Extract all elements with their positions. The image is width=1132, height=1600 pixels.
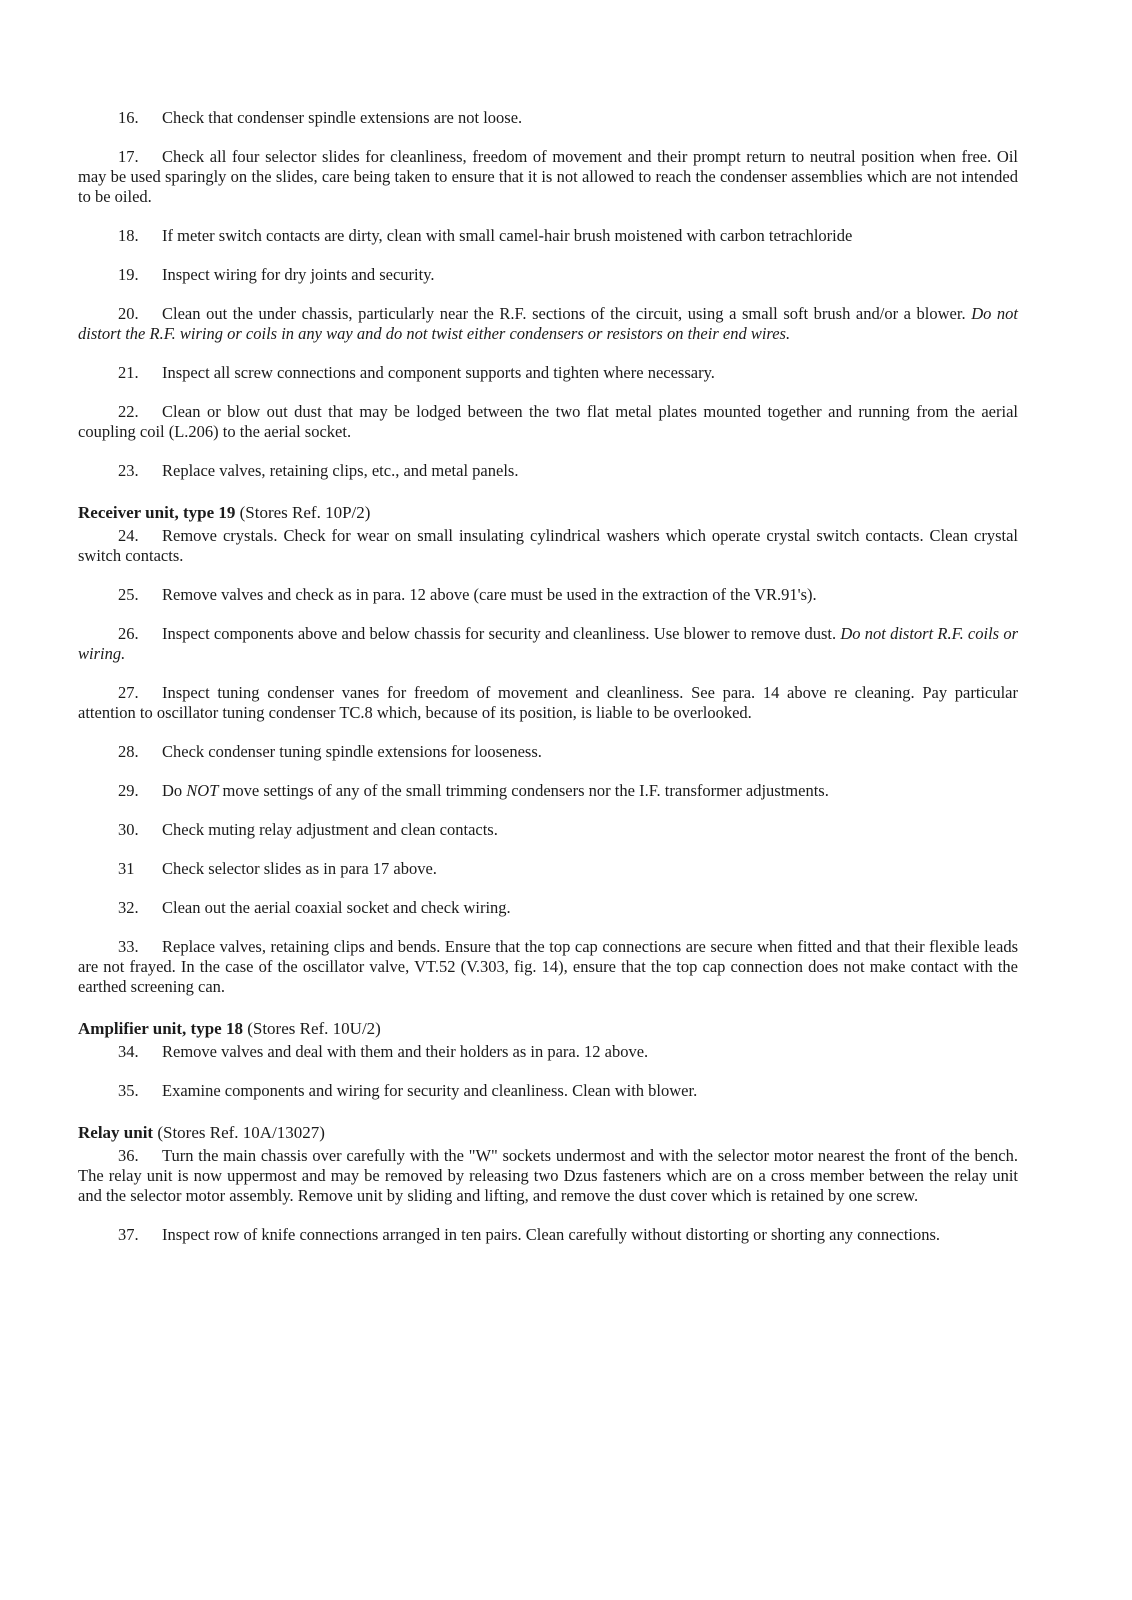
paragraph-16: 16. Check that condenser spindle extensions are not loose. <box>118 108 523 127</box>
paragraph-29: 29. Do NOT move settings of any of the small trimming condensers nor the I.F. transformer adjustments. <box>118 781 829 800</box>
paragraph-23: 23. Replace valves, retaining clips, etc., and metal panels. <box>118 461 519 480</box>
paragraph-33: 33. Replace valves, retaining clips and bends. Ensure that the top cap connections are secure when fitted and that their flexible leads are not frayed. In the case of the oscillator valve, VT.52 (V.303, fig. 14), ensure that the top cap connection does not make contact with the earthed screening can. <box>78 937 1018 996</box>
paragraph-28: 28. Check condenser tuning spindle extensions for looseness. <box>118 742 542 761</box>
paragraph-26: 26. Inspect components above and below chassis for security and cleanliness. Use blower to remove dust. Do not distort R.F. coils or wiring. <box>78 624 1018 663</box>
paragraph-31: 31 Check selector slides as in para 17 above. <box>118 859 437 878</box>
paragraph-36: 36. Turn the main chassis over carefully with the "W" sockets undermost and with the selector motor nearest the front of the bench. The relay unit is now uppermost and may be removed by releasing two Dzus fasteners which are on a cross member between the relay unit and the selector motor assembly. Remove unit by sliding and lifting, and remove the dust cover which is retained by one screw. <box>78 1146 1018 1205</box>
paragraph-19: 19. Inspect wiring for dry joints and security. <box>118 265 435 284</box>
paragraph-30: 30. Check muting relay adjustment and clean contacts. <box>118 820 498 839</box>
paragraph-25: 25. Remove valves and check as in para. 12 above (care must be used in the extraction of the VR.91's). <box>118 585 817 604</box>
paragraph-18: 18. If meter switch contacts are dirty, clean with small camel-hair brush moistened with carbon tetrachloride <box>118 226 853 245</box>
paragraph-27: 27. Inspect tuning condenser vanes for freedom of movement and cleanliness. See para. 14 above re cleaning. Pay particular attention to oscillator tuning condenser TC.8 which, because of its position, is liable to be overlooked. <box>78 683 1018 722</box>
paragraph-34: 34. Remove valves and deal with them and their holders as in para. 12 above. <box>118 1042 649 1061</box>
document-page <box>78 108 1018 1264</box>
section-heading-receiver: Receiver unit, type 19 (Stores Ref. 10P/2) <box>78 503 371 522</box>
italic-emphasis: NOT <box>186 781 219 800</box>
paragraph-22: 22. Clean or blow out dust that may be lodged between the two flat metal plates mounted together and running from the aerial coupling coil (L.206) to the aerial socket. <box>78 402 1018 441</box>
paragraph-24: 24. Remove crystals. Check for wear on small insulating cylindrical washers which operate crystal switch contacts. Clean crystal switch contacts. <box>78 526 1018 565</box>
paragraph-17: 17. Check all four selector slides for cleanliness, freedom of movement and their prompt return to neutral position when free. Oil may be used sparingly on the slides, care being taken to ensure that it is not allowed to reach the condenser assemblies which are not intended to be oiled. <box>78 147 1018 206</box>
italic-note: Do not distort R.F. coils or wiring. <box>78 624 1018 663</box>
paragraph-21: 21. Inspect all screw connections and component supports and tighten where necessary. <box>118 363 715 382</box>
italic-note: Do not distort the R.F. wiring or coils in any way and do not twist either condensers or resistors on their end wires. <box>78 304 1019 343</box>
section-heading-relay: Relay unit (Stores Ref. 10A/13027) <box>78 1123 325 1142</box>
paragraph-37: 37. Inspect row of knife connections arranged in ten pairs. Clean carefully without distorting or shorting any connections. <box>118 1225 941 1244</box>
section-heading-amplifier: Amplifier unit, type 18 (Stores Ref. 10U/2) <box>78 1019 381 1038</box>
paragraph-20: 20. Clean out the under chassis, particularly near the R.F. sections of the circuit, using a small soft brush and/or a blower. Do not distort the R.F. wiring or coils in any way and do not twist either condensers or resistors on their end wires. <box>78 304 1019 343</box>
paragraph-35: 35. Examine components and wiring for security and cleanliness. Clean with blower. <box>118 1081 698 1100</box>
paragraph-32: 32. Clean out the aerial coaxial socket and check wiring. <box>118 898 511 917</box>
